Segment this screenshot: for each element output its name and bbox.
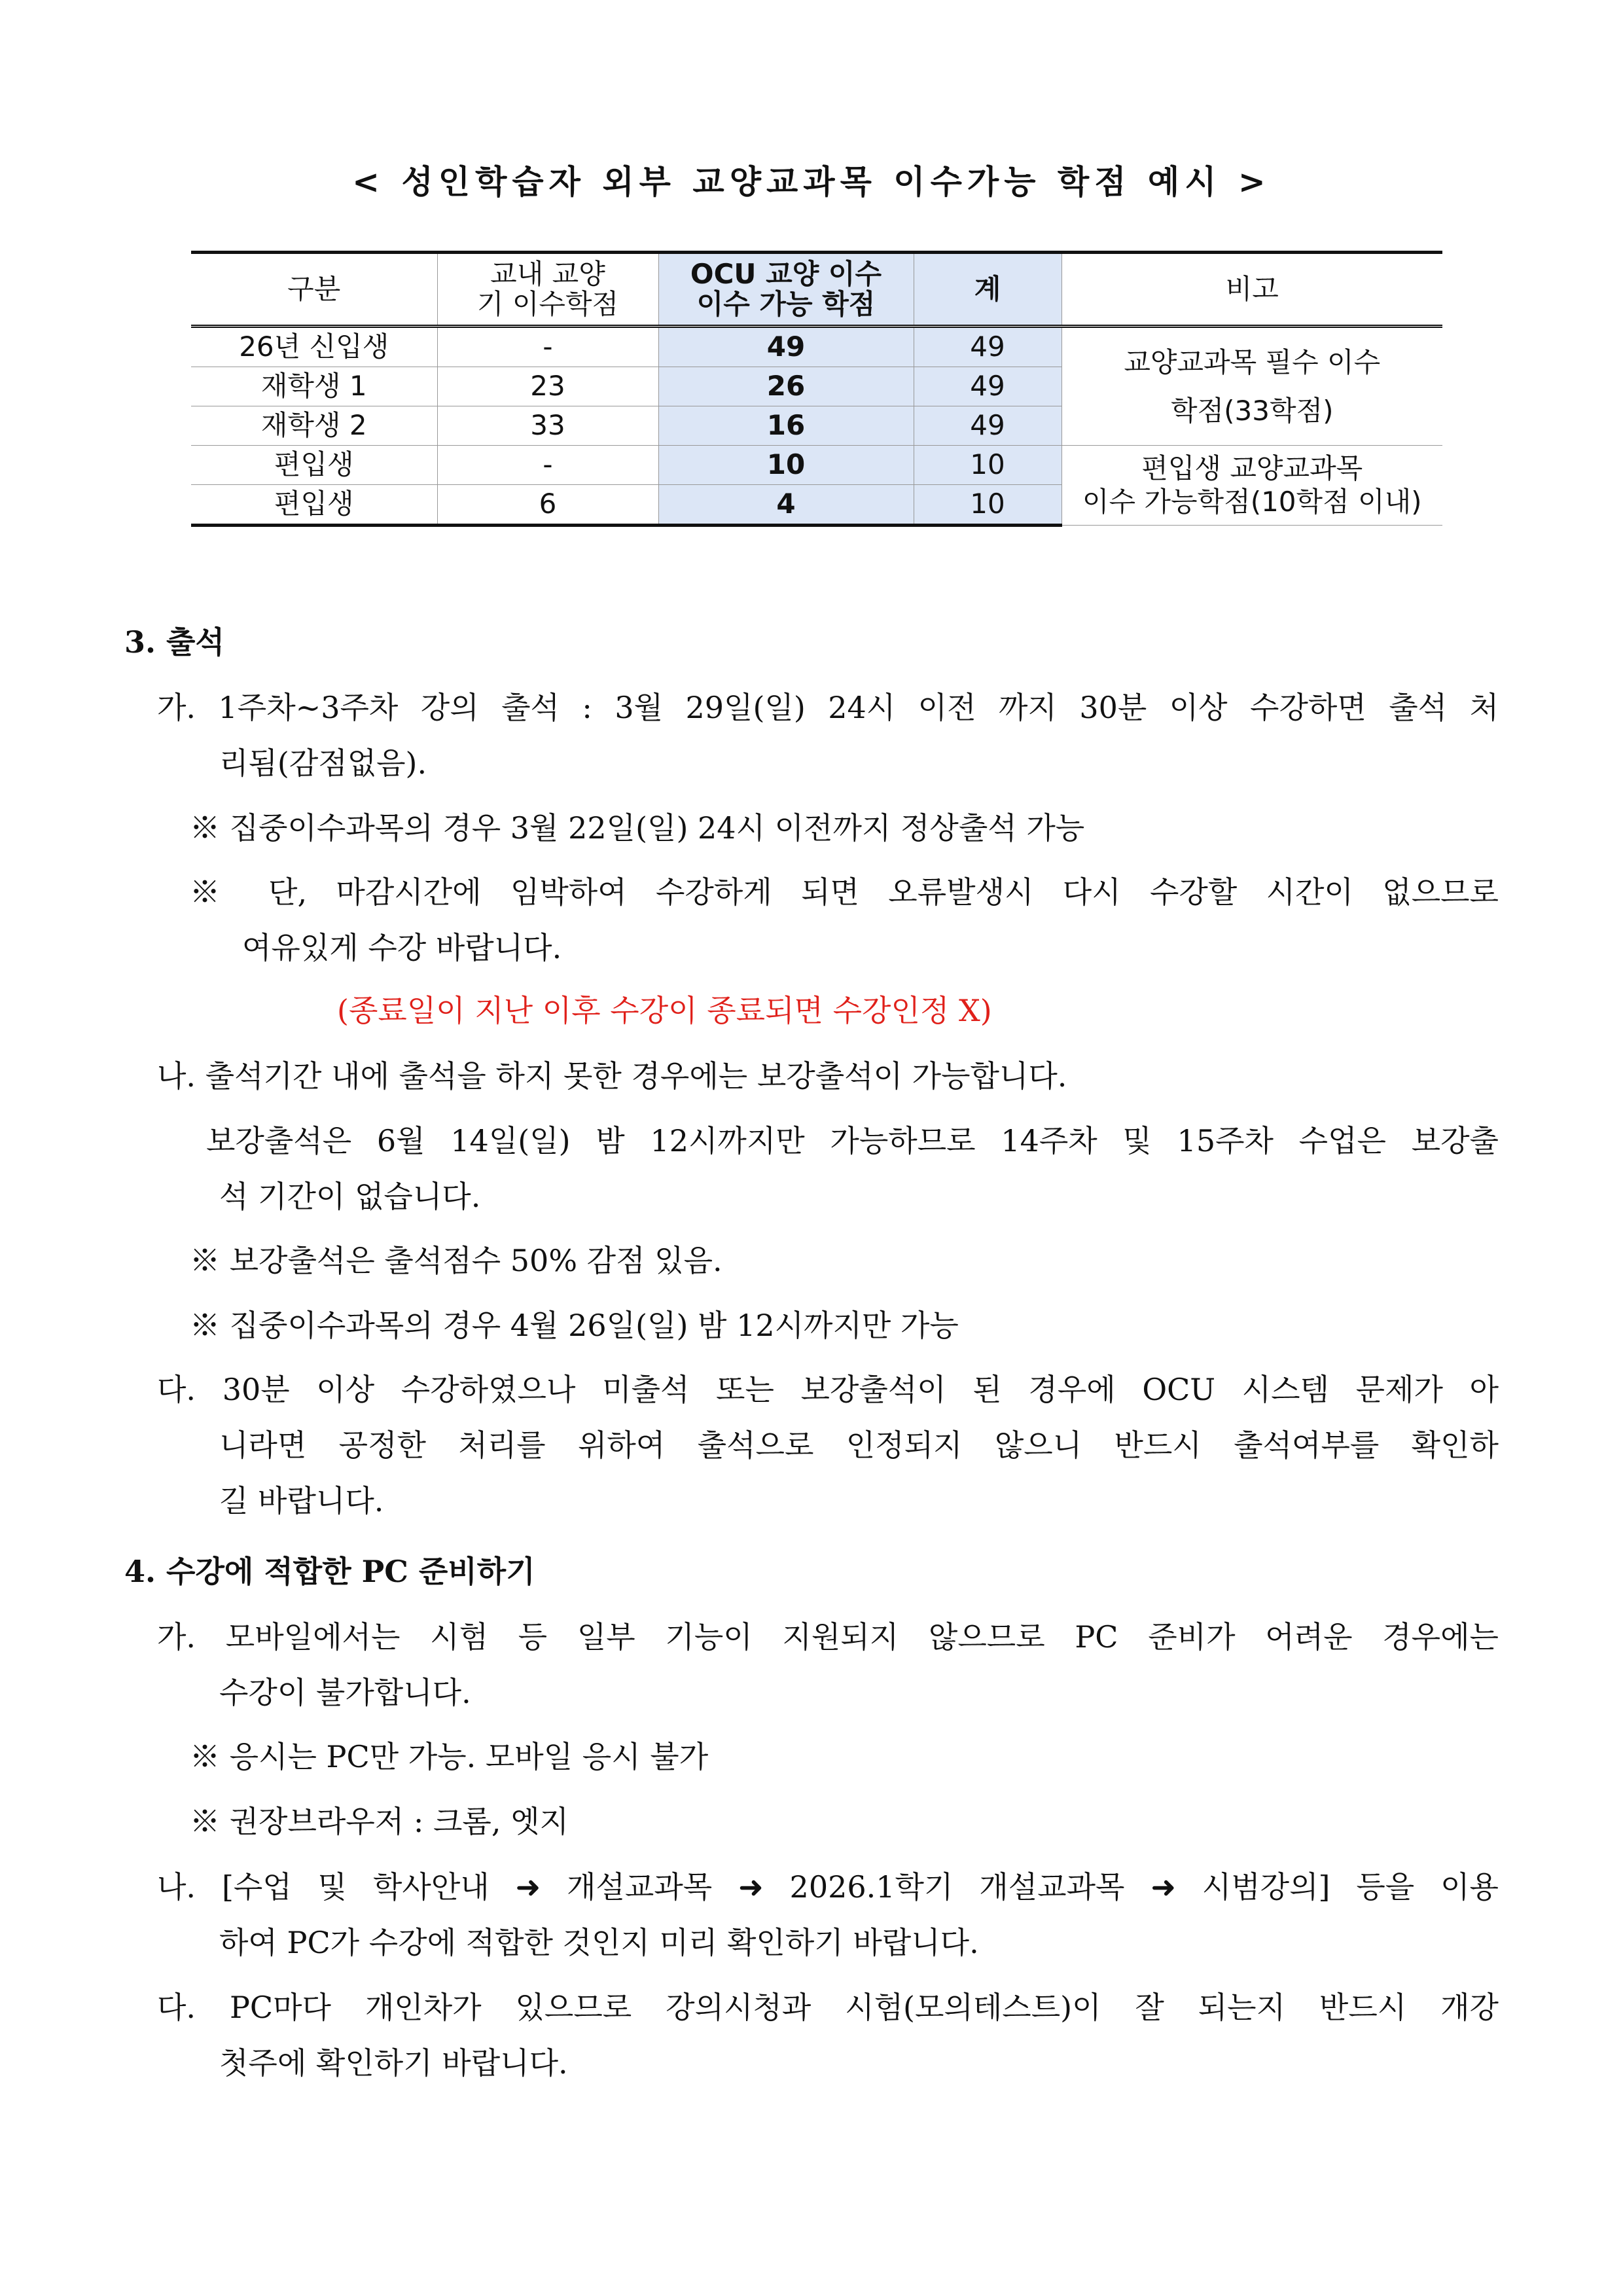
sec3-item-na-line2: 보강출석은 6월 14일(일) 밤 12시까지만 가능하므로 14주차 및 15주차 수업은 보강출 (206, 1123, 1499, 1158)
cell-ocu-credits: 10 (658, 446, 914, 485)
cell-total: 10 (914, 446, 1061, 485)
sec3-note-deadline-line1: ※ 단, 마감시간에 임박하여 수강하게 되면 오류발생시 다시 수강할 시간이 없으므로 (190, 874, 1499, 910)
sec3-item-da-line2: 니라면 공정한 처리를 위하여 출석으로 인정되지 않으니 반드시 출석여부를 확인하 (219, 1427, 1499, 1463)
cell-inside-credits: 6 (437, 485, 658, 526)
cell-inside-credits: - (437, 327, 658, 367)
cell-total: 10 (914, 485, 1061, 526)
cell-category: 재학생 2 (191, 406, 437, 446)
sec3-item-ga-line1: 가. 1주차~3주차 강의 출석 : 3월 29일(일) 24시 이전 까지 30분 이상 수강하면 출석 처 (157, 690, 1499, 725)
sec4-item-da-line1: 다. PC마다 개인차가 있으므로 강의시청과 시험(모의테스트)이 잘 되는지 반드시 개강 (157, 1990, 1499, 2025)
sec3-item-ga-line2: 리됨(감점없음). (219, 745, 427, 781)
cell-category: 편입생 (191, 446, 437, 485)
table-row (191, 446, 1442, 485)
header-total: 계 (914, 253, 1061, 327)
table-header-row (191, 253, 1442, 327)
sec3-red-warning: (종료일이 지난 이후 수강이 종료되면 수강인정 X) (337, 993, 992, 1028)
header-remarks: 비고 (1061, 253, 1442, 327)
header-category: 구분 (191, 253, 437, 327)
header-ocu-credits: OCU 교양 이수 이수 가능 학점 (658, 253, 914, 327)
cell-ocu-credits: 26 (658, 367, 914, 406)
sec4-item-ga-line1: 가. 모바일에서는 시험 등 일부 기능이 지원되지 않으므로 PC 준비가 어려운 경우에는 (157, 1619, 1499, 1655)
sec3-item-da-line1: 다. 30분 이상 수강하였으나 미출석 또는 보강출석이 된 경우에 OCU 시스템 문제가 아 (157, 1372, 1499, 1407)
sec3-item-na-line3: 석 기간이 없습니다. (219, 1179, 481, 1214)
sec3-item-na-line1: 나. 출석기간 내에 출석을 하지 못한 경우에는 보강출석이 가능합니다. (157, 1058, 1067, 1094)
cell-inside-credits: - (437, 446, 658, 485)
sec3-note-deadline-line2: 여유있게 수강 바랍니다. (242, 930, 562, 965)
sec3-note-penalty: ※ 보강출석은 출석점수 50% 감점 있음. (190, 1243, 722, 1278)
sec3-note-intensive: ※ 집중이수과목의 경우 3월 22일(일) 24시 이전까지 정상출석 가능 (190, 810, 1085, 846)
sec4-item-na-line2: 하여 PC가 수강에 적합한 것인지 미리 확인하기 바랍니다. (219, 1925, 979, 1960)
section-4-heading: 4. 수강에 적합한 PC 준비하기 (124, 1554, 535, 1589)
cell-ocu-credits: 16 (658, 406, 914, 446)
sec4-note-browser: ※ 권장브라우저 : 크롬, 엣지 (190, 1804, 569, 1839)
cell-total: 49 (914, 406, 1061, 446)
cell-category: 26년 신입생 (191, 327, 437, 367)
table-row (191, 327, 1442, 367)
page-title: < 성인학습자 외부 교양교과목 이수가능 학점 예시 > (352, 162, 1271, 201)
cell-ocu-credits: 4 (658, 485, 914, 526)
cell-total: 49 (914, 367, 1061, 406)
cell-ocu-credits: 49 (658, 327, 914, 367)
cell-category: 편입생 (191, 485, 437, 526)
sec4-item-ga-line2: 수강이 불가합니다. (219, 1675, 471, 1710)
sec3-note-intensive-makeup: ※ 집중이수과목의 경우 4월 26일(일) 밤 12시까지만 가능 (190, 1308, 959, 1343)
cell-remark-transfer: 편입생 교양교과목 이수 가능학점(10학점 이내) (1061, 446, 1442, 526)
credit-table (191, 251, 1442, 527)
cell-total: 49 (914, 327, 1061, 367)
sec3-item-da-line3: 길 바랍니다. (219, 1483, 384, 1518)
cell-inside-credits: 23 (437, 367, 658, 406)
cell-remark-required: 교양교과목 필수 이수 학점(33학점) (1061, 327, 1442, 446)
sec4-item-da-line2: 첫주에 확인하기 바랍니다. (219, 2045, 568, 2081)
sec4-note-pc-only: ※ 응시는 PC만 가능. 모바일 응시 불가 (190, 1739, 709, 1774)
section-3-heading: 3. 출석 (124, 624, 224, 660)
header-inside-credits: 교내 교양 기 이수학점 (437, 253, 658, 327)
sec4-item-na-line1: 나. [수업 및 학사안내 ➜ 개설교과목 ➜ 2026.1학기 개설교과목 ➜ 시범강의] 등을 이용 (157, 1869, 1499, 1905)
cell-category: 재학생 1 (191, 367, 437, 406)
cell-inside-credits: 33 (437, 406, 658, 446)
